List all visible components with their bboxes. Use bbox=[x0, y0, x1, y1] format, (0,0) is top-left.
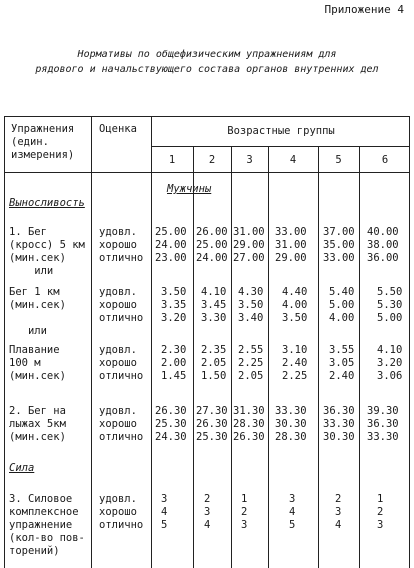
age-group-1: 1 bbox=[168, 154, 176, 166]
value-cell: 26.30 25.30 24.30 bbox=[155, 405, 187, 443]
value-cell: 1 2 3 bbox=[241, 493, 248, 531]
exercise-ski-5km: 2. Бег на лыжах 5км (мин.сек) bbox=[9, 405, 66, 443]
value-cell: 39.30 36.30 33.30 bbox=[367, 405, 399, 443]
value-cell: 33.00 31.00 29.00 bbox=[275, 226, 307, 264]
header-age-groups: Возрастные группы bbox=[227, 125, 335, 137]
value-cell: 2.30 2.00 1.45 bbox=[161, 344, 187, 382]
value-cell: 4.30 3.50 3.40 bbox=[238, 286, 264, 324]
col-divider bbox=[359, 146, 360, 568]
age-group-2: 2 bbox=[208, 154, 216, 166]
col-divider bbox=[193, 146, 194, 568]
age-group-3: 3 bbox=[246, 154, 253, 166]
value-cell: 3.50 3.35 3.20 bbox=[161, 286, 187, 324]
value-cell: 3.10 2.40 2.25 bbox=[282, 344, 308, 382]
value-cell: 1 2 3 bbox=[377, 493, 384, 531]
col-divider bbox=[151, 117, 152, 568]
value-cell: 4.10 3.45 3.30 bbox=[201, 286, 227, 324]
value-cell: 37.00 35.00 33.00 bbox=[323, 226, 355, 264]
col-divider bbox=[231, 146, 232, 568]
grades: удовл. хорошо отлично bbox=[99, 344, 144, 382]
col-divider bbox=[91, 117, 92, 568]
value-cell: 36.30 33.30 30.30 bbox=[323, 405, 355, 443]
header-bottom-line bbox=[5, 172, 409, 173]
value-cell: 5.50 5.30 5.00 bbox=[377, 286, 403, 324]
value-cell: 4.10 3.20 3.06 bbox=[377, 344, 403, 382]
value-cell: 33.30 30.30 28.30 bbox=[275, 405, 307, 443]
col-divider bbox=[268, 146, 269, 568]
age-group-5: 5 bbox=[335, 154, 342, 166]
appendix-label: Приложение 4 bbox=[324, 3, 404, 16]
col-divider bbox=[318, 146, 319, 568]
document-title-line1: Нормативы по общефизическим упражнениям для bbox=[77, 49, 337, 60]
value-cell: 27.30 26.30 25.30 bbox=[196, 405, 228, 443]
header-grade: Оценка bbox=[99, 123, 137, 135]
grades: удовл. хорошо отлично bbox=[99, 405, 144, 443]
value-cell: 31.00 29.00 27.00 bbox=[233, 226, 265, 264]
value-cell: 26.00 25.00 24.00 bbox=[196, 226, 228, 264]
section-endurance: Выносливость bbox=[9, 197, 85, 209]
value-cell: 2 3 4 bbox=[335, 493, 342, 531]
document-title-line2: рядового и начальствующего состава органов внутренних дел bbox=[35, 64, 379, 75]
exercise-swimming-100m: Плавание 100 м (мин.сек) bbox=[9, 344, 66, 382]
standards-table bbox=[4, 116, 410, 568]
age-group-4: 4 bbox=[289, 154, 297, 166]
exercise-run-1km: Бег 1 км (мин.сек) или bbox=[9, 286, 66, 337]
grades: удовл. хорошо отлично bbox=[99, 226, 144, 264]
value-cell: 25.00 24.00 23.00 bbox=[155, 226, 187, 264]
exercise-strength-complex: 3. Силовое комплексное упражнение (кол-во пов- торений) bbox=[9, 493, 85, 557]
value-cell: 2 3 4 bbox=[204, 493, 211, 531]
value-cell: 4.40 4.00 3.50 bbox=[282, 286, 308, 324]
section-men: Мужчины bbox=[167, 183, 212, 195]
grades: удовл. хорошо отлично bbox=[99, 493, 144, 531]
value-cell: 2.35 2.05 1.50 bbox=[201, 344, 227, 382]
section-strength: Сила bbox=[9, 462, 35, 474]
header-exercise: Упражнения (един. измерения) bbox=[11, 123, 75, 161]
value-cell: 40.00 38.00 36.00 bbox=[367, 226, 399, 264]
value-cell: 31.30 28.30 26.30 bbox=[233, 405, 265, 443]
value-cell: 3.55 3.05 2.40 bbox=[329, 344, 355, 382]
grades: удовл. хорошо отлично bbox=[99, 286, 144, 324]
exercise-cross-5km: 1. Бег (кросс) 5 км (мин.сек) или bbox=[9, 226, 85, 277]
value-cell: 5.40 5.00 4.00 bbox=[329, 286, 355, 324]
value-cell: 3 4 5 bbox=[289, 493, 296, 531]
age-group-6: 6 bbox=[381, 154, 389, 166]
value-cell: 2.55 2.25 2.05 bbox=[238, 344, 264, 382]
header-divider bbox=[151, 146, 409, 147]
value-cell: 3 4 5 bbox=[161, 493, 168, 531]
